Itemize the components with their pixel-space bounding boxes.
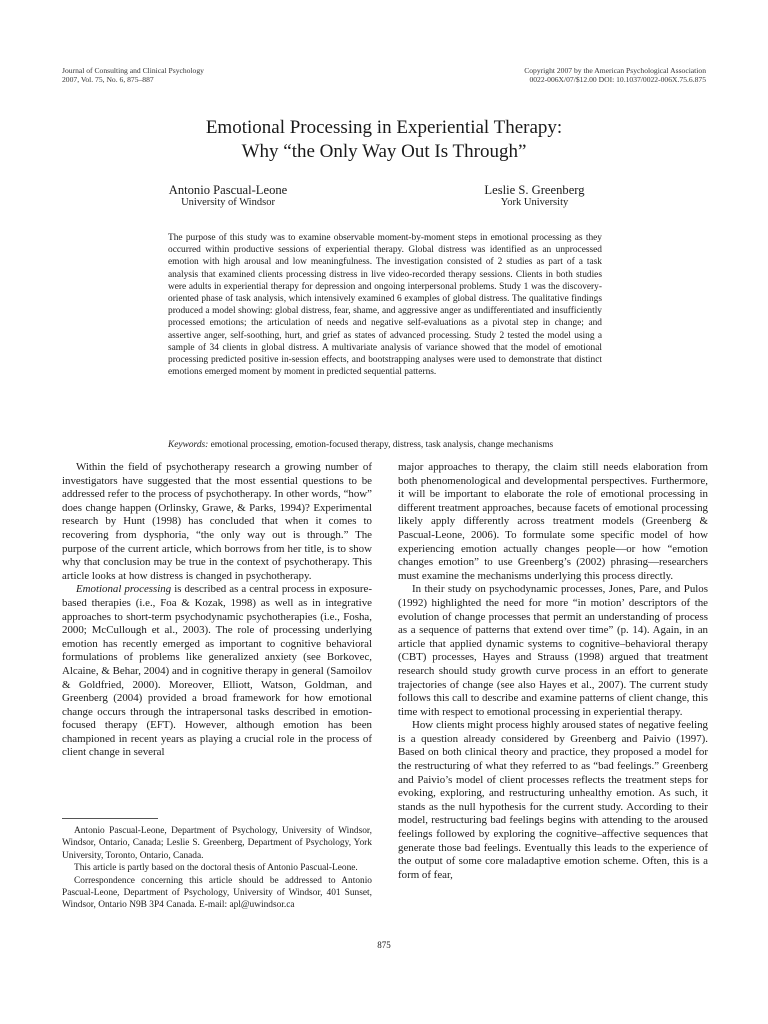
journal-header <box>62 66 204 84</box>
footnote-affiliations: Antonio Pascual-Leone, Department of Psychology, University of Windsor, Windsor, Ontario, Canada; Leslie S. Greenberg, Department of Psychology, York University, Toronto, Ontario, Canada. <box>62 826 372 861</box>
page-number: 875 <box>377 940 391 950</box>
article-title <box>0 116 768 164</box>
body-paragraph: In their study on psychodynamic processes, Jones, Pare, and Pulos (1992) highlighted the need for more “in motion’ descriptors of the evolution of change processes that permit an understanding of process as a sequence of patterns that extend over time” (p. 14). Again, in an article that applied dynamic systems to cognitive–behavioral therapy (CBT) processes, Hayes and Strauss (1998) argued that treatment research should study growth curve process in an effort to generate trajectories of change (see also Hayes et al., 2007). The current study follows this call to describe and examine patterns of client change, this time with respect to emotional processing in experiential therapy. <box>398 583 708 718</box>
abstract: The purpose of this study was to examine observable moment-by-moment steps in emotional processing as they occurred within productive sessions of experiential therapy. Global distress was identified as an unprocessed emotion with high arousal and low meaningfulness. The investigation consisted of 2 studies as part of a task analysis that examined clients processing distress in live video-recorded therapy sessions. Clients in both studies were adults in experiential therapy for depression and ongoing interpersonal problems. Study 1 was the discovery-oriented phase of task analysis, which intensively examined 6 examples of global distress. The qualitative findings produced a model showing: global distress, fear, shame, and aggressive anger as undifferentiated and insufficiently processed emotions; the articulation of needs and negative self-evaluations as a pivotal step in change; and assertive anger, self-soothing, hurt, and grief as states of advanced processing. Study 2 tested the model using a sample of 34 clients in global distress. A multivariate analysis of variance showed that the model of emotional processing predicted positive in-session effects, and bootstrapping analyses were used to demonstrate that distinct emotions emerged moment by moment in predicted sequential patterns. <box>168 233 602 378</box>
body-column-left <box>62 461 372 760</box>
journal-volume: 2007, Vol. 75, No. 6, 875–887 <box>62 75 154 84</box>
title-line-2: Why “the Only Way Out Is Through” <box>241 141 527 162</box>
author-footnotes <box>62 825 372 912</box>
footnote-correspondence: Correspondence concerning this article should be addressed to Antonio Pascual-Leone, Department of Psychology, University of Windsor, 401 Sunset, Windsor, Ontario N9B 3P4 Canada. E-mail: apl@uwindsor.ca <box>62 875 372 911</box>
copyright-line: Copyright 2007 by the American Psychological Association <box>524 66 706 75</box>
body-paragraph <box>62 583 372 760</box>
body-paragraph: How clients might process highly aroused states of negative feeling is a question already considered by Greenberg and Paivio (1997). Based on both clinical theory and practice, they proposed a model for the restructuring of what they referred to as “bad feelings.” Greenberg and Paivio’s model of client processes reflects the treatment steps for evoking, exploring, and restructuring unhealthy emotion. As such, it stands as the null hypothesis for the current study. According to their model, restructuring bad feelings begins with attending to the aroused feelings followed by exploring the cognitive–affective sequences that generate those bad feelings. Eventually this leads to the experience of the output of some core maladaptive emotion scheme. Often, this is a form of fear, <box>398 719 708 881</box>
emphasized-term: Emotional processing <box>76 583 172 596</box>
journal-name: Journal of Consulting and Clinical Psychology <box>62 66 204 75</box>
author-affiliation: York University <box>500 197 569 208</box>
body-paragraph: Within the field of psychotherapy research a growing number of investigators have suggested that the most essential questions to be addressed refer to the process of psychotherapy. In other words, “how” does change happen (Orlinsky, Grawe, & Parks, 1994)? Experimental research by Hunt (1998) has concluded that when it comes to recovering from dysphoria, “the only way out is through.” The purpose of the current article, which borrows from her title, is to show why that conclusion may be true in the context of psychotherapy. This article looks at how distress is changed in psychotherapy. <box>62 461 372 582</box>
title-line-1: Emotional Processing in Experiential Therapy: <box>205 117 563 138</box>
footnote-thesis: This article is partly based on the doctoral thesis of Antonio Pascual-Leone. <box>74 863 358 874</box>
paragraph-text: is described as a central process in exposure-based therapies (i.e., Foa & Kozak, 1998) as well as in integrative approaches to short-term psychodynamic psychotherapies (i.e., Fosha, 2000; McCullough et al., 2003). The role of processing underlying emotion has recently emerged as important to cognitive behavioral formulations of problems like generalized anxiety (see Borkovec, Alcaine, & Behar, 2004) and in cognitive therapy in general (Samoilov & Goldfried, 2000). Moreover, Elliott, Watson, Goldman, and Greenberg (2004) provided a broad framework for how emotional change occurs through the intrapersonal tasks described in emotion-focused therapy (EFT). However, although emotion has been championed in recent years as playing a crucial role in the process of client change in several <box>62 583 372 759</box>
footnote-rule <box>62 818 158 819</box>
body-paragraph: major approaches to therapy, the claim still needs elaboration from both phenomenological and developmental perspectives. Furthermore, it will be important to elaborate the role of emotional processing in different treatment approaches, because facets of emotional processing likely apply differently across treatment models (Greenberg & Pascual-Leone, 2006). To formulate some specific model of how experiencing emotion actually changes people—or how “emotion changes emotion” to use Greenberg’s (2002) phrasing—researchers must examine the mechanisms underlying this process directly. <box>398 461 708 582</box>
copyright-header <box>524 66 706 84</box>
keywords <box>168 439 608 451</box>
author-affiliation: University of Windsor <box>181 197 275 208</box>
author-block-2 <box>452 183 617 209</box>
keywords-text: emotional processing, emotion-focused therapy, distress, task analysis, change mechanisms <box>210 440 554 450</box>
author-name: Leslie S. Greenberg <box>484 183 585 197</box>
author-block-1 <box>148 183 308 209</box>
doi-line: 0022-006X/07/$12.00 DOI: 10.1037/0022-006X.75.6.875 <box>529 75 706 84</box>
author-name: Antonio Pascual-Leone <box>168 183 288 197</box>
body-column-right <box>398 461 708 882</box>
keywords-label: Keywords: <box>168 440 209 450</box>
